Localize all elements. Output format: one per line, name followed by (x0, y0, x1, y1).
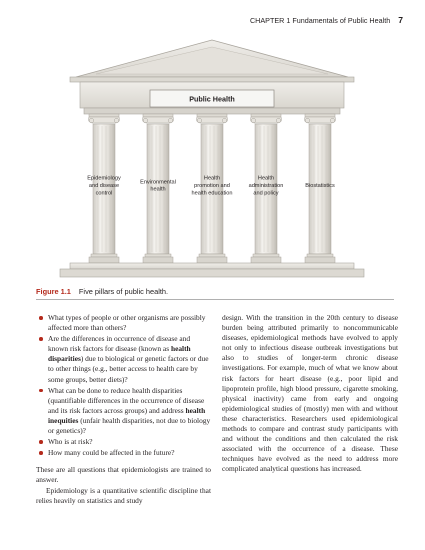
caption-rule (36, 299, 394, 300)
key-term: health disparities (48, 344, 191, 364)
pillar-label-line: Health (203, 175, 221, 182)
base-step-top (70, 263, 354, 269)
pillar-abacus (143, 114, 173, 117)
pillar-label-line: promotion and (194, 183, 230, 189)
figure-caption-text: Five pillars of public health. (78, 287, 169, 296)
question-text: Who is at risk? (48, 437, 93, 447)
pillar-abacus (197, 114, 227, 117)
pillar (249, 114, 284, 263)
pillar-shaft (255, 124, 277, 254)
pillar (87, 114, 121, 263)
bullet-icon (39, 316, 43, 320)
pillar-shaft (93, 124, 115, 254)
pillar-plinth (143, 257, 173, 263)
pillar-plinth (197, 257, 227, 263)
pillar (191, 114, 232, 263)
pillar-abacus (305, 114, 335, 117)
pillar-plinth (89, 257, 119, 263)
pillar-label (249, 176, 284, 197)
paragraph-2: Epidemiology is a quantitative scientific discipline that relies heavily on statistics and study (36, 485, 211, 505)
question-list (36, 313, 211, 458)
banner-label: Public Health (189, 94, 235, 104)
pillar-label-line: administration (248, 183, 284, 189)
pillar-torus (145, 254, 171, 257)
pillar-label-line: control (95, 190, 113, 197)
pillar-torus (199, 254, 225, 257)
pillar (140, 114, 176, 263)
figure-caption (36, 287, 396, 296)
right-column: design. With the transition in the 20th century to disease burden being attributed primarily to noncommunicable diseases, epidemiological methods have evolved to apply not only to infectious disease outbreak investigations but also to studies of longer-term chronic disease investigations. For example, much of what we know about risk factors for heart disease (e.g., poor lipid and lipoprotein profile, high blood pressure, cigarette smoking, physical inactivity) came from early and ongoing epidemiological studies of (mostly) men with and without these characteristics. Researchers used epidemiological methods to compare and contrast study participants with and without the conditions and then calculated the risk associated with the occurrence of a disease. These techniques have evolved as the need to address more complicated analytical questions has increased. (222, 313, 398, 474)
question-text: What types of people or other organisms are possibly affected more than others? (48, 313, 206, 333)
key-term: health inequities (48, 405, 206, 425)
bullet-icon (39, 389, 43, 393)
bullet-icon (39, 440, 43, 444)
pillar-label-line: Environmental (140, 179, 176, 186)
question-text: How many could be affected in the future? (48, 448, 175, 458)
pillar-label-line: health (150, 186, 166, 193)
pillar-torus (307, 254, 333, 257)
pillar-abacus (89, 114, 119, 117)
pillar-torus (91, 254, 117, 257)
pillar-torus (253, 254, 279, 257)
pillar-shaft (201, 124, 223, 254)
question-text: What can be done to reduce health disparities (quantifiable differences in the occurrence of disease and its risk factors across groups) and address (48, 385, 205, 415)
question-text: ) due to biological or genetic factors or due to other things (e.g., better access to health care by some groups, better diets)? (48, 354, 209, 384)
pillar-plinth (251, 257, 281, 263)
pillar-label-line: Epidemiology (87, 175, 121, 182)
left-column (36, 313, 211, 506)
pillar-label (87, 176, 121, 197)
page-number: 7 (398, 15, 403, 25)
cornice (70, 77, 354, 82)
base-step-bottom (60, 269, 364, 277)
question-text: Are the differences in occurrence of disease and known risk factors for disease (known as (48, 334, 191, 354)
pillar-label (191, 176, 232, 197)
pillars-group (87, 114, 335, 263)
question-item (36, 386, 211, 436)
architrave (84, 108, 340, 114)
pillar-shaft (309, 124, 331, 254)
pillar-label-line: Biostatistics (305, 183, 335, 189)
pillar-label (140, 179, 176, 192)
question-item (36, 334, 211, 384)
question-item (36, 313, 211, 333)
pillar-label-line: and policy (253, 190, 279, 197)
pillar-label-line: health education (191, 190, 233, 197)
pillar-label-line: Health (257, 175, 275, 182)
pillar-abacus (251, 114, 281, 117)
paragraph-1: These are all questions that epidemiologists are trained to answer. (36, 465, 211, 485)
pediment-inner (96, 47, 328, 74)
pillar (304, 114, 335, 263)
pillar-label-line: and disease (88, 183, 120, 189)
question-text: (unfair health disparities, not due to biology or genetics)? (48, 415, 211, 436)
question-item (36, 437, 211, 447)
chapter-title: CHAPTER 1 Fundamentals of Public Health (249, 16, 391, 25)
bullet-icon (39, 451, 43, 455)
pillar-plinth (305, 257, 335, 263)
question-item (36, 448, 211, 458)
bullet-icon (39, 337, 43, 341)
figure-number: Figure 1.1 (36, 287, 71, 296)
pillar-label (305, 183, 335, 189)
